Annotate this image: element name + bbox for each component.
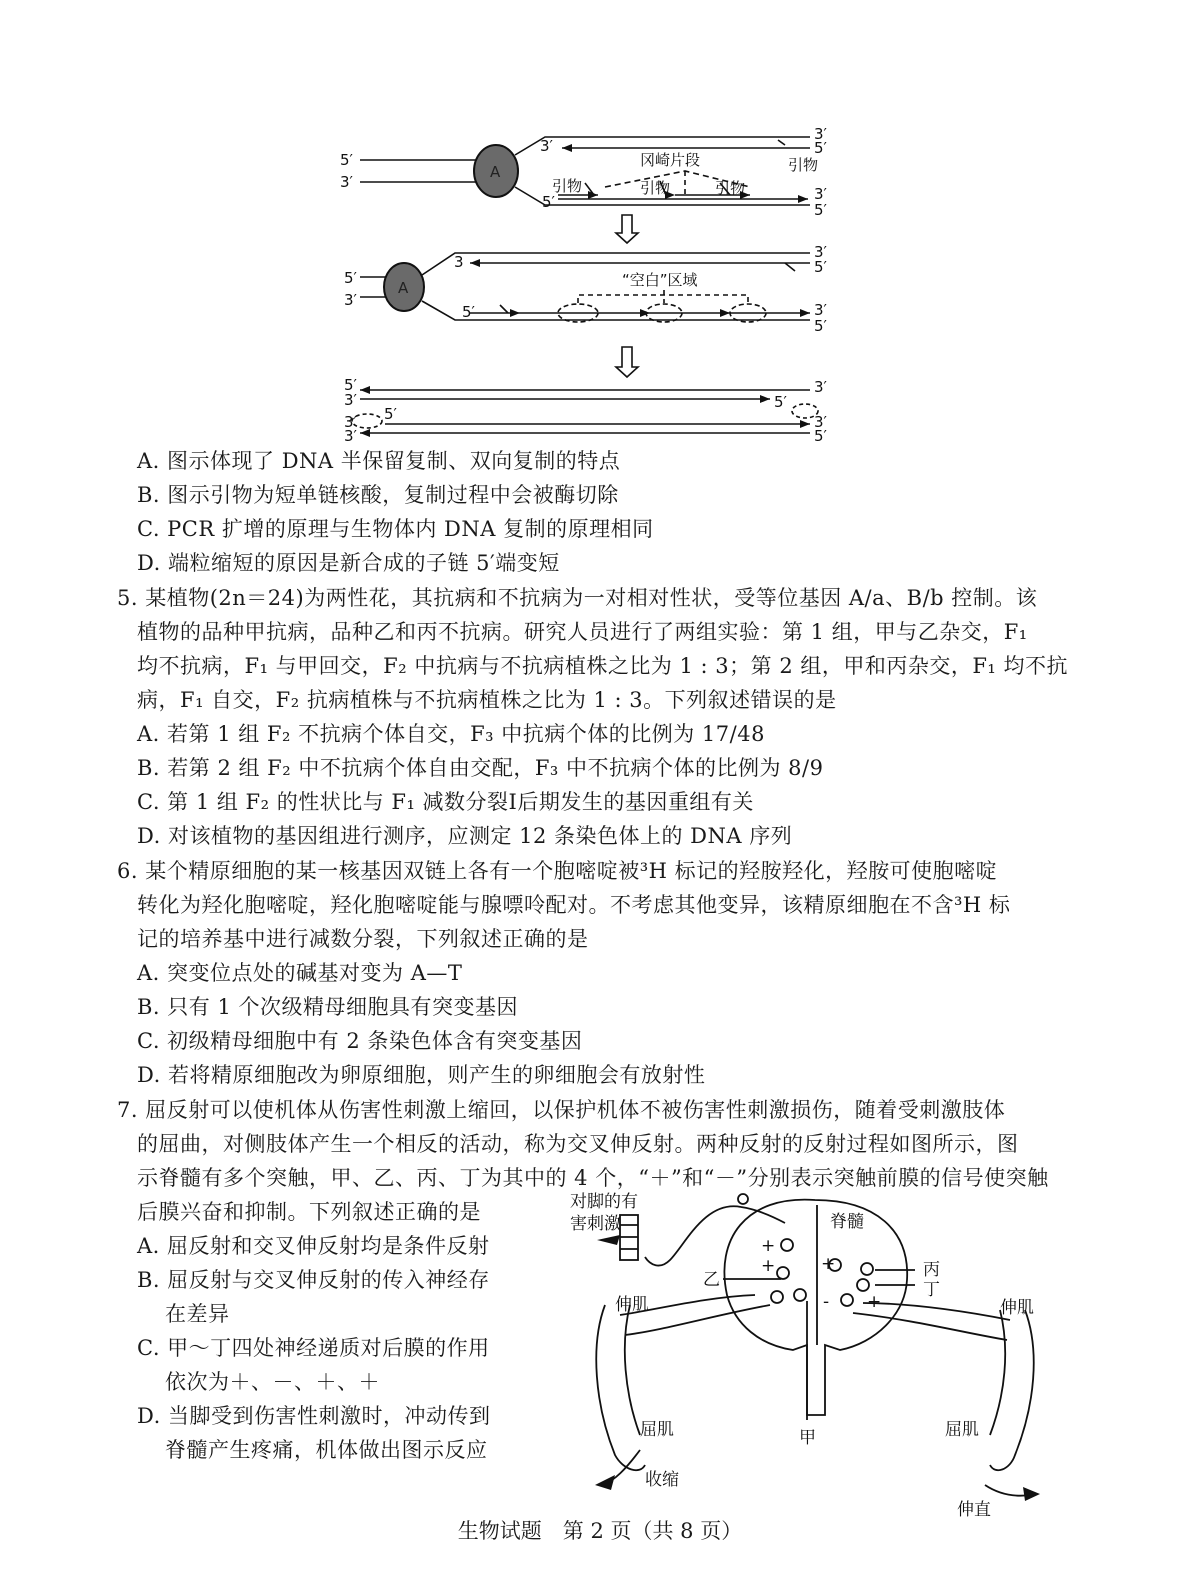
svg-text:5′: 5′ <box>344 376 357 394</box>
svg-text:3′: 3′ <box>344 391 357 409</box>
label-extensor-left: 伸肌 <box>615 1295 649 1315</box>
svg-text:5′: 5′ <box>344 269 357 287</box>
svg-text:+: + <box>867 1292 882 1312</box>
q5-option-c: C. 第 1 组 F₂ 的性状比与 F₁ 减数分裂Ⅰ后期发生的基因重组有关 <box>137 790 754 814</box>
q7-option-d-cont: 脊髓产生疼痛，机体做出图示反应 <box>165 1438 488 1462</box>
svg-text:+: + <box>821 1254 836 1274</box>
svg-text:5′: 5′ <box>462 303 475 321</box>
svg-text:+: + <box>761 1256 776 1276</box>
label-flexor-left: 屈肌 <box>640 1420 674 1440</box>
q4-option-b: B. 图示引物为短单链核酸，复制过程中会被酶切除 <box>137 483 619 507</box>
q7-option-a: A. 屈反射和交叉伸反射均是条件反射 <box>137 1234 490 1258</box>
svg-text:5′: 5′ <box>774 393 787 411</box>
q7-stem-line: 后膜兴奋和抑制。下列叙述正确的是 <box>137 1200 481 1224</box>
q6-stem-line: 记的培养基中进行减数分裂，下列叙述正确的是 <box>137 927 589 951</box>
reflex-arc-figure <box>545 1185 1080 1520</box>
svg-text:引物: 引物 <box>552 177 583 195</box>
svg-text:“空白”区域: “空白”区域 <box>622 271 698 289</box>
svg-text:5′: 5′ <box>814 139 827 157</box>
svg-text:5′: 5′ <box>340 151 353 169</box>
svg-text:5′: 5′ <box>384 405 397 423</box>
label-contract: 收缩 <box>645 1470 679 1490</box>
svg-text:A: A <box>490 163 501 181</box>
q7-stem-line: 示脊髓有多个突触，甲、乙、丙、丁为其中的 4 个，“＋”和“－”分别表示突触前膜的信号使突触 <box>137 1166 1049 1190</box>
q7-option-c: C. 甲～丁四处神经递质对后膜的作用 <box>137 1336 490 1360</box>
svg-text:3′: 3′ <box>814 301 827 319</box>
q6-option-d: D. 若将精原细胞改为卵原细胞，则产生的卵细胞会有放射性 <box>137 1063 706 1087</box>
q6-stem-line: 转化为羟化胞嘧啶，羟化胞嘧啶能与腺嘌呤配对。不考虑其他变异，该精原细胞在不含³H 标 <box>137 893 1011 917</box>
svg-text:3′: 3′ <box>540 137 553 155</box>
q7-option-b: B. 屈反射与交叉伸反射的传入神经存 <box>137 1268 490 1292</box>
svg-text:A: A <box>398 279 409 297</box>
svg-text:5′: 5′ <box>542 193 555 211</box>
q5-option-b: B. 若第 2 组 F₂ 中不抗病个体自由交配，F₃ 中不抗病个体的比例为 8/9 <box>137 756 824 780</box>
q5-stem-line: 植物的品种甲抗病，品种乙和丙不抗病。研究人员进行了两组实验：第 1 组，甲与乙杂交，F₁ <box>137 620 1028 644</box>
svg-text:5′: 5′ <box>814 427 827 445</box>
svg-text:引物: 引物 <box>640 179 671 197</box>
svg-text:3′: 3′ <box>814 185 827 203</box>
q7-stem-line: 的屈曲，对侧肢体产生一个相反的活动，称为交叉伸反射。两种反射的反射过程如图所示，图 <box>137 1132 1019 1156</box>
svg-text:3′: 3′ <box>344 427 357 445</box>
q5-option-d: D. 对该植物的基因组进行测序，应测定 12 条染色体上的 DNA 序列 <box>137 824 793 848</box>
svg-text:引物: 引物 <box>715 179 746 197</box>
label-stimulus: 对脚的有 <box>570 1192 638 1212</box>
dna-replication-figure <box>330 115 850 445</box>
svg-text:3′: 3′ <box>344 413 357 431</box>
svg-text:3′: 3′ <box>814 243 827 261</box>
svg-text:3′: 3′ <box>814 125 827 143</box>
q6-option-c: C. 初级精母细胞中有 2 条染色体含有突变基因 <box>137 1029 583 1053</box>
q5-option-a: A. 若第 1 组 F₂ 不抗病个体自交，F₃ 中抗病个体的比例为 17/48 <box>137 722 765 746</box>
page-footer: 生物试题 第 2 页（共 8 页） <box>457 1519 743 1543</box>
label-bing: 丙 <box>923 1260 940 1280</box>
label-stimulus: 害刺激 <box>570 1214 621 1234</box>
label-straighten: 伸直 <box>957 1500 991 1520</box>
q5-stem-line: 5. 某植物(2n＝24)为两性花，其抗病和不抗病为一对相对性状，受等位基因 A/a、B/b 控制。该 <box>117 586 1038 610</box>
q4-option-a: A. 图示体现了 DNA 半保留复制、双向复制的特点 <box>137 449 621 473</box>
q7-stem-line: 7. 屈反射可以使机体从伤害性刺激上缩回，以保护机体不被伤害性刺激损伤，随着受刺激肢体 <box>117 1098 1006 1122</box>
q5-stem-line: 病，F₁ 自交，F₂ 抗病植株与不抗病植株之比为 1 : 3。下列叙述错误的是 <box>137 688 837 712</box>
q6-option-b: B. 只有 1 个次级精母细胞具有突变基因 <box>137 995 518 1019</box>
q5-stem-line: 均不抗病，F₁ 与甲回交，F₂ 中抗病与不抗病植株之比为 1 : 3；第 2 组，甲和丙杂交，F₁ 均不抗 <box>137 654 1069 678</box>
label-yi: 乙 <box>703 1270 720 1290</box>
label-ding: 丁 <box>923 1280 940 1300</box>
label-extensor-right: 伸肌 <box>1000 1298 1034 1318</box>
svg-text:3: 3 <box>454 253 464 271</box>
svg-text:3′: 3′ <box>340 173 353 191</box>
label-flexor-right: 屈肌 <box>945 1420 979 1440</box>
svg-text:-: - <box>823 1292 830 1312</box>
svg-text:+: + <box>761 1236 776 1256</box>
q7-option-c-cont: 依次为＋、－、＋、＋ <box>165 1370 380 1394</box>
q7-option-d: D. 当脚受到伤害性刺激时，冲动传到 <box>137 1404 491 1428</box>
svg-text:3′: 3′ <box>344 291 357 309</box>
label-jia: 甲 <box>799 1428 816 1448</box>
q7-option-b-cont: 在差异 <box>165 1302 230 1326</box>
q4-option-c: C. PCR 扩增的原理与生物体内 DNA 复制的原理相同 <box>137 517 654 541</box>
svg-text:3′: 3′ <box>814 413 827 431</box>
svg-text:5′: 5′ <box>814 317 827 335</box>
svg-text:冈崎片段: 冈崎片段 <box>640 151 701 169</box>
label-spinal-cord: 脊髓 <box>830 1212 864 1232</box>
q6-option-a: A. 突变位点处的碱基对变为 A—T <box>137 961 463 985</box>
svg-text:3′: 3′ <box>814 378 827 396</box>
svg-text:引物: 引物 <box>788 156 819 174</box>
svg-text:5′: 5′ <box>814 258 827 276</box>
q4-option-d: D. 端粒缩短的原因是新合成的子链 5′端变短 <box>137 551 560 575</box>
q6-stem-line: 6. 某个精原细胞的某一核基因双链上各有一个胞嘧啶被³H 标记的羟胺羟化，羟胺可使胞嘧啶 <box>117 859 998 883</box>
svg-text:5′: 5′ <box>814 201 827 219</box>
